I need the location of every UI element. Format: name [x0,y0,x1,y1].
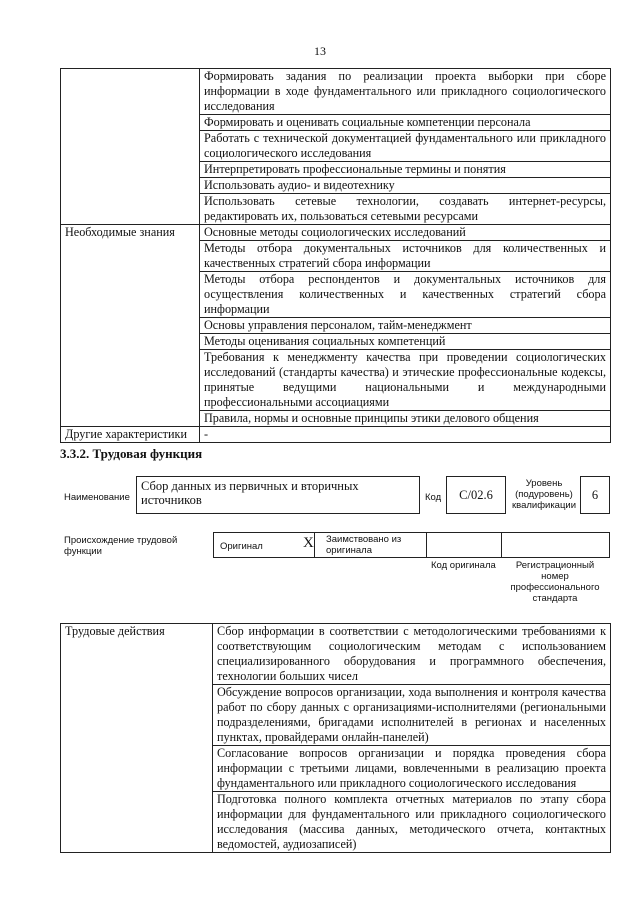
borrowed-label: Заимствовано из оригинала [326,534,402,556]
level-value: 6 [591,488,599,502]
name-label: Наименование [64,492,130,503]
code-value: C/02.6 [459,488,493,502]
table-row [61,624,611,685]
skill-cell: Формировать задания по реализации проекта выборки при сборе информации в ходе фундаментального или прикладного социологического исследования [200,69,611,115]
skill-cell: Использовать сетевые технологии, создавать интернет-ресурсы, редактировать их, пользоваться сетевыми ресурсами [200,194,611,225]
knowledge-cell: Требования к менеджменту качества при проведении социологических исследований (стандарты качества) и этические профессиональные кодексы, принятые ведущими национальными и международными профессиональными ассоциациями [200,350,611,411]
table-row [61,69,611,115]
page-number: 13 [314,44,326,58]
code-original-label: Код оригинала [431,560,496,571]
knowledge-cell: Методы отбора документальных источников для количественных и качественных стратегий сбора информации [200,241,611,272]
level-box [580,476,610,514]
name-value: Сбор данных из первичных и вторичных источников [141,479,359,507]
skills-table [60,68,611,443]
original-label: Оригинал [220,541,263,552]
action-cell: Согласование вопросов организации и порядка проведения сбора информации с третьими лицами, вовлеченными в реализацию проекта фундаментального или прикладного социологического исследования [213,746,611,792]
knowledge-cell: Методы оценивания социальных компетенций [200,334,611,350]
table-row [61,225,611,241]
knowledge-cell: Основные методы социологических исследований [200,225,611,241]
row-label-empty [61,69,200,225]
skill-cell: Использовать аудио- и видеотехнику [200,178,611,194]
code-box [446,476,506,514]
code-label: Код [425,492,442,503]
action-cell: Сбор информации в соответствии с методологическими требованиями к соответствующим социологическим методам с использованием специализированного оборудования и программного обеспечения, технологии больших чисел [213,624,611,685]
original-mark: X [303,535,314,551]
other-label: Другие характеристики [61,427,200,443]
actions-label: Трудовые действия [61,624,213,853]
knowledge-label: Необходимые знания [61,225,200,427]
action-cell: Подготовка полного комплекта отчетных материалов по этапу сбора информации для фундаментального или прикладного социологического исследования (массива данных, методического отчета, контактных ведомостей, аудиозаписей) [213,792,611,853]
registration-number-label: Регистрационный номер профессионального стандарта [510,560,600,604]
knowledge-cell: Правила, нормы и основные принципы этики делового общения [200,411,611,427]
name-box [136,476,420,514]
skill-cell: Формировать и оценивать социальные компетенции персонала [200,115,611,131]
other-value: - [200,427,611,443]
knowledge-cell: Методы отбора респондентов и документальных источников для осуществления количественных и качественных стратегий сбора информации [200,272,611,318]
section-title: 3.3.2. Трудовая функция [60,446,203,461]
table-row [61,427,611,443]
origin-label: Происхождение трудовой функции [64,535,178,557]
skill-cell: Работать с технической документацией фундаментального или прикладного социологического исследования [200,131,611,162]
actions-table [60,623,611,853]
action-cell: Обсуждение вопросов организации, хода выполнения и контроля качества работ по сбору данных с организациями-исполнителями (региональными подразделениями, бригадами исполнителей в регионах и населенных пунктах, провайдерами онлайн-панелей) [213,685,611,746]
skill-cell: Интерпретировать профессиональные термины и понятия [200,162,611,178]
level-label: Уровень (подуровень) квалификации [511,478,577,511]
knowledge-cell: Основы управления персоналом, тайм-менеджмент [200,318,611,334]
